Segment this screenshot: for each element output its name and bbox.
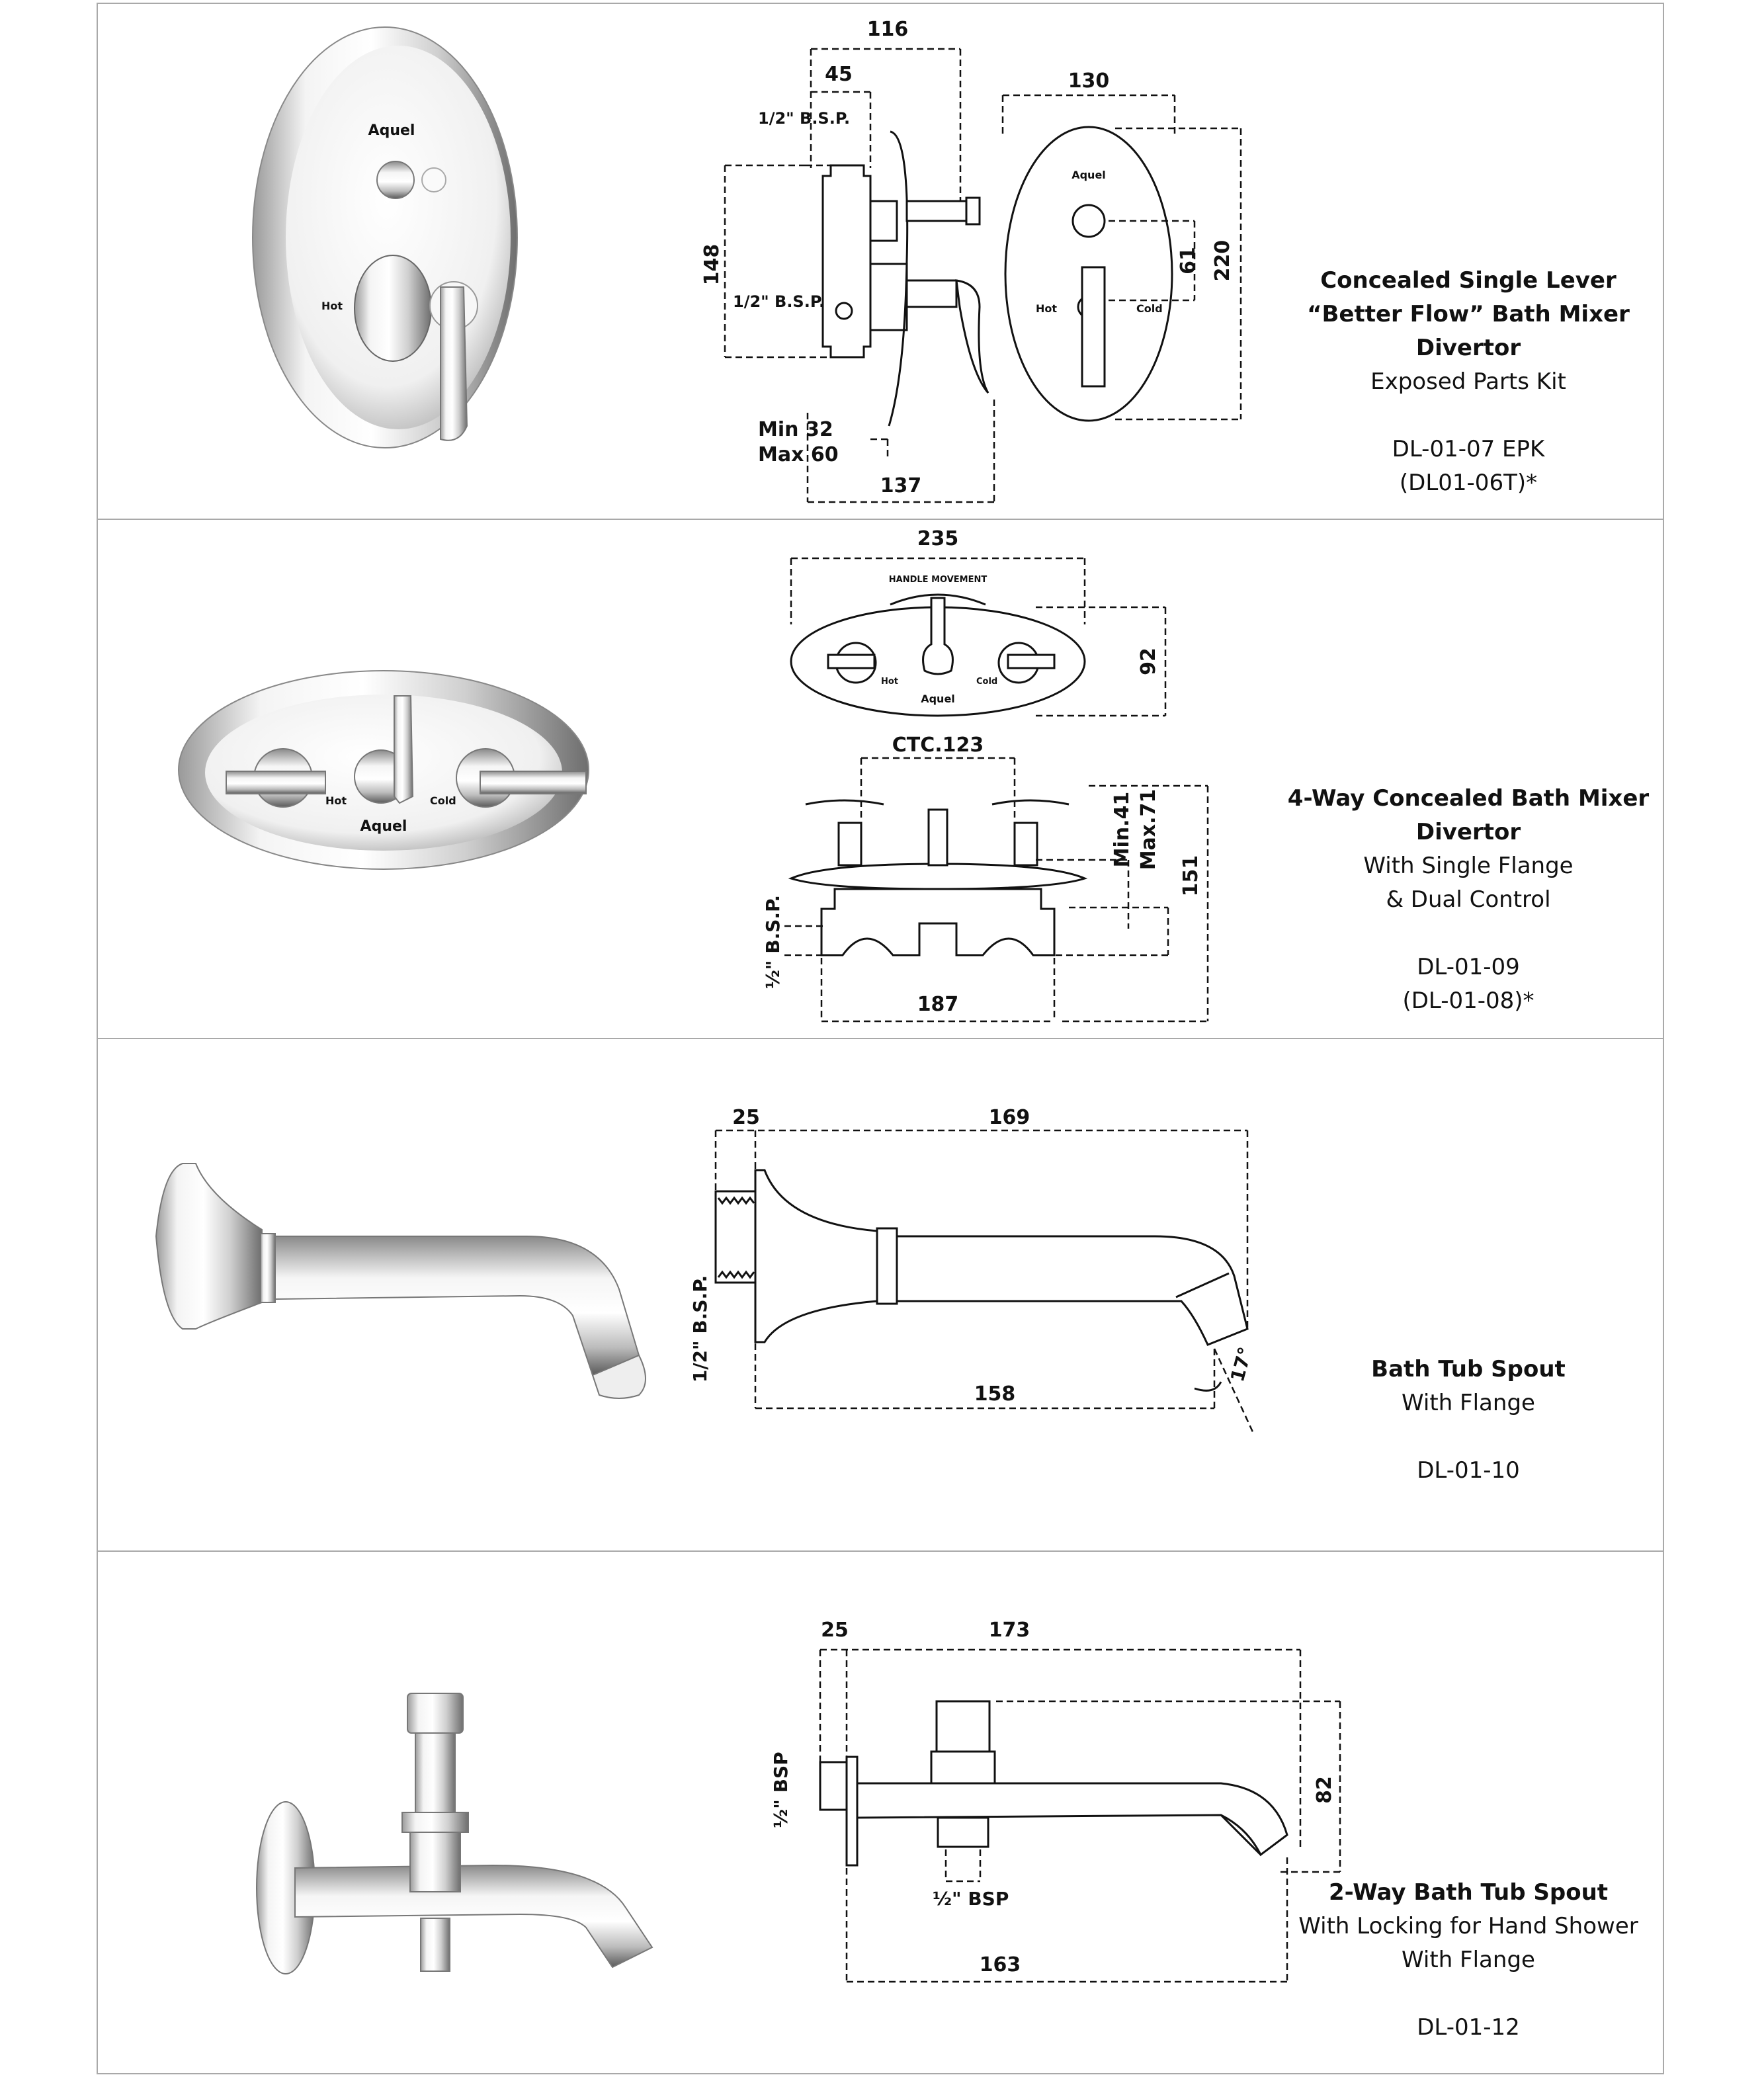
dim-bsp-top: 1/2" B.S.P. [758,109,851,128]
dim-25: 25 [821,1619,849,1642]
product-title-line: Concealed Single Lever [1320,267,1617,294]
technical-drawing-3 [689,1106,1257,1435]
drawing-hot-label: Hot [1036,302,1058,315]
product-subtitle: With Single Flange [1363,853,1574,879]
dim-min: Min 32 [758,418,833,441]
product-description-1 [1257,264,1680,500]
dim-25: 25 [732,1106,760,1129]
technical-drawing-top-2 [791,527,1165,716]
dim-max: Max.71 [1137,788,1160,870]
product-title-line: Divertor [1415,819,1521,845]
dim-137: 137 [880,474,922,497]
photo-brand-label: Aquel [360,818,407,835]
product-subtitle: & Dual Control [1386,886,1551,913]
technical-drawing-side-1 [700,18,994,502]
dim-angle: 17° [1226,1344,1257,1384]
product-description-2 [1257,782,1680,1018]
dim-min: Min.41 [1111,791,1134,868]
dim-151: 151 [1179,855,1202,897]
dim-148: 148 [700,243,724,286]
dim-bsp-bottom: ½" BSP [933,1888,1009,1910]
product-title-line: “Better Flow” Bath Mixer [1307,301,1630,327]
product-photo-3 [156,1164,646,1398]
dim-130: 130 [1068,69,1110,93]
product-title-line: Bath Tub Spout [1371,1356,1566,1382]
product-title-line: 4-Way Concealed Bath Mixer [1287,785,1650,812]
product-code: DL-01-09 [1417,954,1520,980]
dim-169: 169 [988,1106,1030,1129]
product-photo-4 [257,1693,652,1974]
product-title-line: 2-Way Bath Tub Spout [1328,1879,1609,1906]
product-title-line: Divertor [1415,335,1521,361]
dim-158: 158 [974,1382,1016,1406]
product-row-1 [97,3,1664,520]
product-description-4 [1257,1876,1680,2045]
photo-hot-label: Hot [325,794,347,807]
product-code-alt: (DL-01-08)* [1402,988,1534,1014]
dim-bsp: ½" B.S.P. [762,894,784,990]
product-code-alt: (DL01-06T)* [1399,470,1538,496]
dim-ctc: CTC.123 [892,734,984,757]
dim-61: 61 [1177,247,1200,275]
drawing-brand-label: Aquel [921,693,955,705]
photo-cold-label: Cold [430,794,456,807]
photo-hot-label: Hot [321,300,343,312]
product-code: DL-01-10 [1417,1457,1520,1484]
photo-brand-label: Aquel [368,122,415,139]
technical-drawing-4 [770,1619,1340,1982]
product-code: DL-01-07 EPK [1392,436,1545,462]
technical-drawing-front-1 [1003,69,1241,421]
dim-82: 82 [1313,1776,1336,1804]
product-subtitle: With Flange [1402,1947,1535,1973]
drawing-cold-label: Cold [1136,302,1163,315]
dim-116: 116 [866,18,909,41]
product-subtitle: Exposed Parts Kit [1370,368,1566,395]
drawing-brand-label: Aquel [1071,169,1106,181]
product-code: DL-01-12 [1417,2014,1520,2041]
technical-drawing-side-2 [762,734,1208,1021]
product-photo-1 [253,27,517,448]
drawing-hot-label: Hot [881,677,899,687]
product-row-4 [97,1550,1664,2074]
dim-235: 235 [917,527,959,550]
product-subtitle: With Locking for Hand Shower [1298,1913,1638,1939]
product-description-3 [1257,1353,1680,1488]
dim-173: 173 [988,1619,1030,1642]
handle-movement-label: HANDLE MOVEMENT [888,575,987,585]
drawing-cold-label: Cold [976,677,998,687]
dim-bsp-mid: 1/2" B.S.P. [733,292,825,311]
dim-163: 163 [979,1953,1021,1976]
dim-187: 187 [917,993,959,1016]
dim-45: 45 [825,63,853,86]
product-subtitle: With Flange [1402,1390,1535,1416]
dim-bsp: 1/2" B.S.P. [689,1275,711,1383]
product-photo-2 [179,671,589,869]
dim-bsp-side: ½" BSP [770,1752,792,1828]
dim-max: Max 60 [758,443,839,466]
product-row-3 [97,1038,1664,1552]
product-row-2 [97,519,1664,1039]
dim-92: 92 [1137,648,1160,675]
dim-220: 220 [1211,239,1234,282]
